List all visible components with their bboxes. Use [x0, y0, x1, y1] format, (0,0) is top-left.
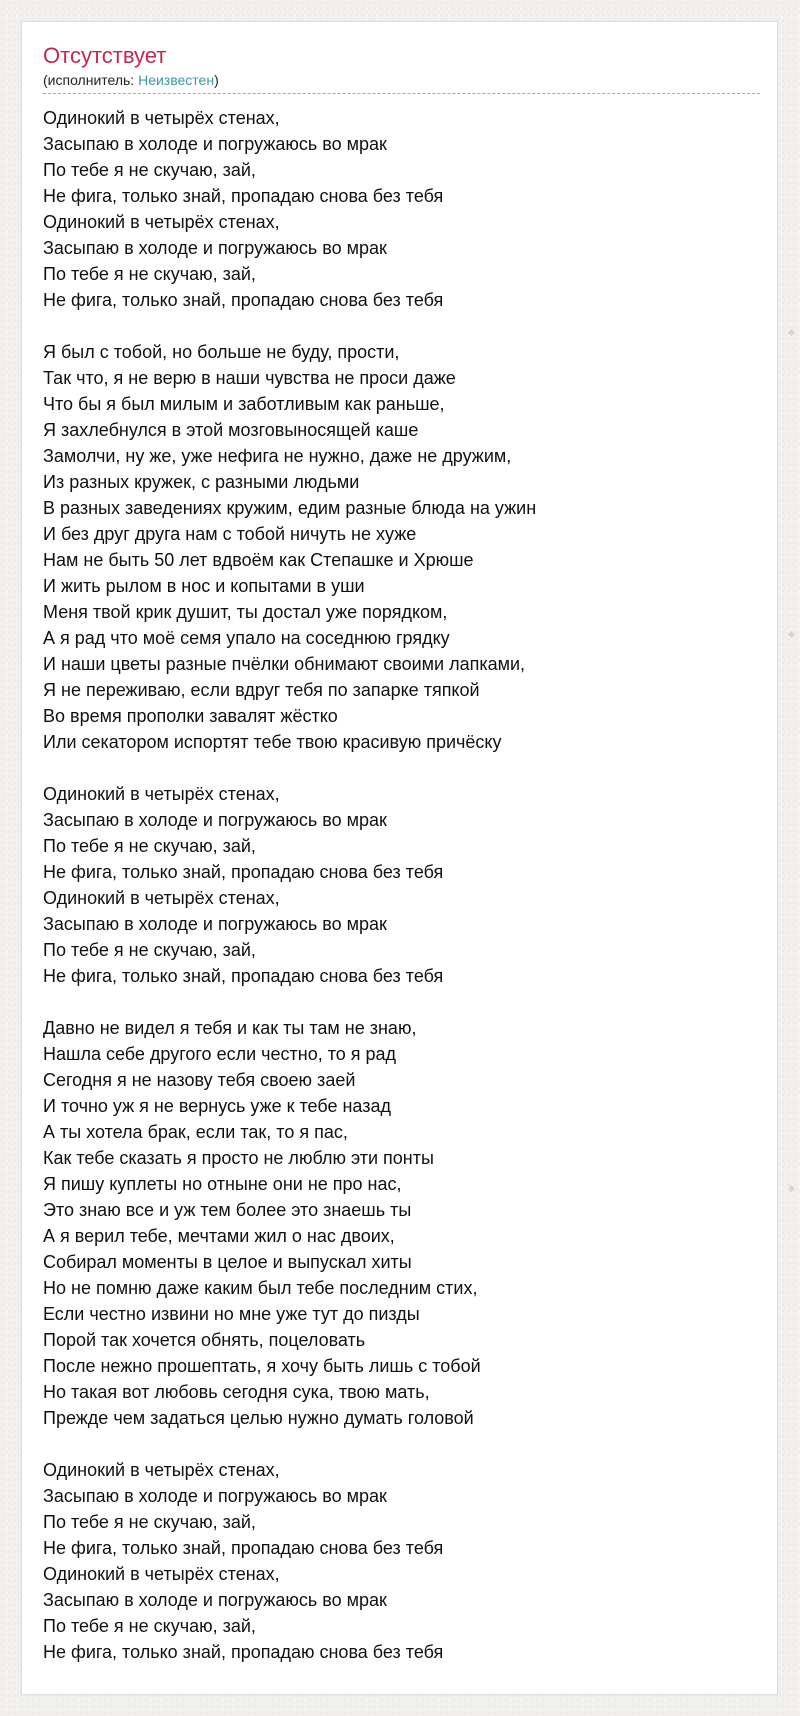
- lyric-line: Если честно извини но мне уже тут до пизды: [43, 1304, 420, 1324]
- lyric-line: Прежде чем задаться целью нужно думать головой: [43, 1408, 474, 1428]
- lyric-line: Нам не быть 50 лет вдвоём как Степашке и Хрюше: [43, 550, 474, 570]
- background-ornament: [788, 329, 795, 336]
- lyric-line: Но не помню даже каким был тебе последним стих,: [43, 1278, 478, 1298]
- lyric-line: Одинокий в четырёх стенах,: [43, 784, 280, 804]
- lyric-line: Я не переживаю, если вдруг тебя по запарке тяпкой: [43, 680, 480, 700]
- background-ornament: [788, 1185, 795, 1192]
- lyric-line: А я рад что моё семя упало на соседнюю грядку: [43, 628, 450, 648]
- lyric-line: По тебе я не скучаю, зай,: [43, 836, 256, 856]
- artist-link[interactable]: Неизвестен: [138, 72, 215, 88]
- lyric-line: Так что, я не верю в наши чувства не проси даже: [43, 368, 456, 388]
- lyric-line: По тебе я не скучаю, зай,: [43, 1512, 256, 1532]
- lyric-line: Или секатором испортят тебе твою красивую причёску: [43, 732, 502, 752]
- background-ornament: [788, 631, 795, 638]
- lyric-line: А я верил тебе, мечтами жил о нас двоих,: [43, 1226, 395, 1246]
- song-title: Отсутствует: [43, 43, 167, 68]
- lyric-line: Одинокий в четырёх стенах,: [43, 108, 280, 128]
- lyric-line: Одинокий в четырёх стенах,: [43, 1564, 280, 1584]
- lyrics-stanza: [43, 339, 760, 755]
- lyric-line: И точно уж я не вернусь уже к тебе назад: [43, 1096, 391, 1116]
- lyric-line: Не фига, только знай, пропадаю снова без тебя: [43, 1642, 444, 1662]
- lyric-line: Засыпаю в холоде и погружаюсь во мрак: [43, 914, 387, 934]
- lyric-line: Как тебе сказать я просто не люблю эти понты: [43, 1148, 434, 1168]
- lyric-line: Сегодня я не назову тебя своею заей: [43, 1070, 356, 1090]
- lyric-line: Что бы я был милым и заботливым как раньше,: [43, 394, 445, 414]
- lyric-line: Одинокий в четырёх стенах,: [43, 888, 280, 908]
- lyric-line: Засыпаю в холоде и погружаюсь во мрак: [43, 1486, 387, 1506]
- lyric-line: Не фига, только знай, пропадаю снова без тебя: [43, 290, 444, 310]
- lyric-line: Одинокий в четырёх стенах,: [43, 1460, 280, 1480]
- lyric-line: Во время прополки завалят жёстко: [43, 706, 338, 726]
- lyric-line: Не фига, только знай, пропадаю снова без тебя: [43, 1538, 444, 1558]
- lyric-line: Не фига, только знай, пропадаю снова без тебя: [43, 966, 444, 986]
- lyric-line: Давно не видел я тебя и как ты там не знаю,: [43, 1018, 417, 1038]
- lyric-line: Я пишу куплеты но отныне они не про нас,: [43, 1174, 402, 1194]
- lyric-line: Не фига, только знай, пропадаю снова без тебя: [43, 186, 444, 206]
- lyric-line: Порой так хочется обнять, поцеловать: [43, 1330, 366, 1350]
- lyrics-stanza: [43, 781, 760, 989]
- artist-line: [43, 72, 760, 94]
- lyric-line: По тебе я не скучаю, зай,: [43, 264, 256, 284]
- lyrics-stanza: [43, 105, 760, 313]
- lyric-line: И наши цветы разные пчёлки обнимают своими лапками,: [43, 654, 526, 674]
- lyrics-stanza: [43, 1015, 760, 1431]
- lyrics-stanza: [43, 1457, 760, 1665]
- lyric-line: Я захлебнулся в этой мозговыносящей каше: [43, 420, 419, 440]
- lyric-line: Это знаю все и уж тем более это знаешь ты: [43, 1200, 412, 1220]
- lyric-line: Замолчи, ну же, уже нефига не нужно, даже не дружим,: [43, 446, 512, 466]
- lyric-line: По тебе я не скучаю, зай,: [43, 160, 256, 180]
- song-header: [43, 43, 760, 94]
- lyric-line: Засыпаю в холоде и погружаюсь во мрак: [43, 810, 387, 830]
- lyric-line: А ты хотела брак, если так, то я пас,: [43, 1122, 348, 1142]
- artist-prefix: (исполнитель:: [43, 72, 139, 88]
- lyric-line: После нежно прошептать, я хочу быть лишь с тобой: [43, 1356, 481, 1376]
- lyric-line: По тебе я не скучаю, зай,: [43, 1616, 256, 1636]
- lyric-line: И жить рылом в нос и копытами в уши: [43, 576, 365, 596]
- lyric-line: Собирал моменты в целое и выпускал хиты: [43, 1252, 412, 1272]
- artist-suffix: ): [214, 72, 219, 88]
- lyric-line: Меня твой крик душит, ты достал уже порядком,: [43, 602, 448, 622]
- lyric-line: И без друг друга нам с тобой ничуть не хуже: [43, 524, 417, 544]
- lyrics-card: [21, 21, 778, 1695]
- lyric-line: Я был с тобой, но больше не буду, прости,: [43, 342, 400, 362]
- lyric-line: Засыпаю в холоде и погружаюсь во мрак: [43, 238, 387, 258]
- lyric-line: Одинокий в четырёх стенах,: [43, 212, 280, 232]
- lyric-line: Нашла себе другого если честно, то я рад: [43, 1044, 397, 1064]
- lyrics-text: [43, 105, 760, 1691]
- lyric-line: По тебе я не скучаю, зай,: [43, 940, 256, 960]
- lyric-line: Засыпаю в холоде и погружаюсь во мрак: [43, 1590, 387, 1610]
- lyric-line: Из разных кружек, с разными людьми: [43, 472, 360, 492]
- lyric-line: Не фига, только знай, пропадаю снова без тебя: [43, 862, 444, 882]
- lyric-line: Засыпаю в холоде и погружаюсь во мрак: [43, 134, 387, 154]
- lyric-line: Но такая вот любовь сегодня сука, твою мать,: [43, 1382, 430, 1402]
- lyric-line: В разных заведениях кружим, едим разные блюда на ужин: [43, 498, 537, 518]
